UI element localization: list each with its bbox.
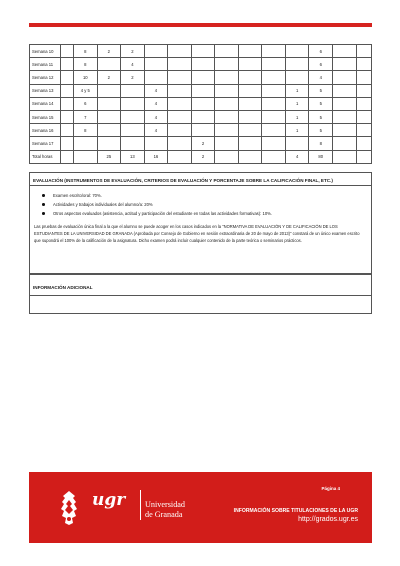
schedule-cell: [191, 124, 215, 137]
schedule-cell: [238, 58, 262, 71]
schedule-cell: 5: [309, 110, 333, 123]
schedule-cell: 1: [285, 110, 309, 123]
page-number: Página 4: [321, 486, 340, 491]
schedule-cell: [333, 124, 357, 137]
titulaciones-info: INFORMACIÓN SOBRE TITULACIONES DE LA UGR: [233, 508, 358, 514]
university-name-line: de Granada: [145, 510, 183, 519]
schedule-cell: 5: [309, 84, 333, 97]
schedule-cell: [60, 84, 73, 97]
top-red-bar: [29, 23, 372, 27]
schedule-cell: 2: [97, 45, 121, 58]
schedule-cell: [238, 84, 262, 97]
schedule-cell: [238, 97, 262, 110]
schedule-cell: [144, 71, 168, 84]
schedule-cell: [356, 150, 371, 163]
schedule-cell: [121, 137, 145, 150]
schedule-row: [30, 71, 372, 84]
schedule-cell: [238, 45, 262, 58]
schedule-cell: [60, 150, 73, 163]
schedule-cell: 4: [309, 71, 333, 84]
schedule-cell: [168, 150, 192, 163]
week-label: Semana 14: [30, 97, 61, 110]
schedule-cell: 13: [121, 150, 145, 163]
schedule-cell: 1: [285, 124, 309, 137]
schedule-cell: 6: [74, 97, 98, 110]
schedule-cell: 2: [121, 71, 145, 84]
schedule-cell: [60, 137, 73, 150]
schedule-cell: [215, 137, 239, 150]
schedule-cell: [168, 137, 192, 150]
evaluation-divider: [30, 185, 371, 186]
schedule-cell: 4: [144, 84, 168, 97]
schedule-cell: [215, 110, 239, 123]
schedule-cell: [262, 150, 286, 163]
schedule-cell: [60, 58, 73, 71]
schedule-cell: [144, 137, 168, 150]
schedule-cell: [285, 71, 309, 84]
schedule-cell: [60, 71, 73, 84]
schedule-cell: 25: [97, 150, 121, 163]
schedule-cell: 6: [309, 58, 333, 71]
schedule-cell: [191, 45, 215, 58]
ugr-logo-text: ugr: [92, 490, 126, 510]
schedule-cell: [97, 58, 121, 71]
schedule-cell: 80: [309, 150, 333, 163]
schedule-cell: [168, 97, 192, 110]
schedule-cell: 4: [144, 110, 168, 123]
evaluation-item: Actividades y trabajos individuales del alumno/a: 20%: [42, 201, 272, 210]
schedule-row: [30, 137, 372, 150]
additional-info-divider: [30, 295, 371, 296]
schedule-cell: [168, 58, 192, 71]
schedule-cell: [97, 110, 121, 123]
schedule-row: [30, 97, 372, 110]
schedule-row: [30, 110, 372, 123]
schedule-cell: 4: [121, 58, 145, 71]
schedule-cell: 8: [309, 137, 333, 150]
schedule-cell: 4 y 5: [74, 84, 98, 97]
schedule-cell: [60, 97, 73, 110]
schedule-cell: [356, 71, 371, 84]
schedule-row: [30, 150, 372, 163]
schedule-cell: [74, 137, 98, 150]
schedule-cell: 7: [74, 110, 98, 123]
schedule-row: [30, 84, 372, 97]
additional-info-section: [29, 274, 372, 314]
schedule-cell: 1: [285, 84, 309, 97]
schedule-cell: [215, 97, 239, 110]
schedule-cell: [144, 58, 168, 71]
schedule-cell: [333, 137, 357, 150]
week-label: Total horas: [30, 150, 61, 163]
schedule-cell: 4: [144, 97, 168, 110]
schedule-cell: [333, 58, 357, 71]
schedule-cell: [60, 45, 73, 58]
schedule-cell: [121, 84, 145, 97]
schedule-cell: [333, 150, 357, 163]
schedule-cell: [60, 124, 73, 137]
evaluation-section: [29, 172, 372, 274]
schedule-cell: [238, 124, 262, 137]
schedule-cell: [168, 45, 192, 58]
week-label: Semana 12: [30, 71, 61, 84]
schedule-cell: [333, 71, 357, 84]
schedule-cell: [74, 150, 98, 163]
schedule-cell: [333, 84, 357, 97]
schedule-row: [30, 58, 372, 71]
schedule-cell: [215, 150, 239, 163]
schedule-cell: 5: [309, 124, 333, 137]
logo-divider: [140, 490, 141, 520]
schedule-cell: 2: [97, 71, 121, 84]
schedule-cell: [121, 124, 145, 137]
schedule-cell: [215, 58, 239, 71]
schedule-cell: [356, 137, 371, 150]
university-seal-icon: [49, 488, 89, 528]
schedule-cell: 8: [74, 45, 98, 58]
evaluation-title: EVALUACIÓN (INSTRUMENTOS DE EVALUACIÓN, CRITERIOS DE EVALUACIÓN Y PORCENTAJE SOBRE LA CALIFICACIÓN FINAL, ETC.): [33, 178, 333, 183]
schedule-cell: [285, 45, 309, 58]
schedule-cell: [168, 84, 192, 97]
page-footer: [29, 472, 372, 543]
schedule-cell: [121, 110, 145, 123]
schedule-cell: [356, 124, 371, 137]
schedule-cell: 8: [74, 58, 98, 71]
schedule-cell: 1: [285, 97, 309, 110]
week-label: Semana 13: [30, 84, 61, 97]
week-label: Semana 15: [30, 110, 61, 123]
schedule-cell: [191, 97, 215, 110]
schedule-cell: 5: [309, 97, 333, 110]
schedule-cell: [356, 97, 371, 110]
week-label: Semana 16: [30, 124, 61, 137]
schedule-cell: 2: [191, 150, 215, 163]
schedule-cell: [168, 71, 192, 84]
schedule-cell: [168, 110, 192, 123]
schedule-cell: [238, 150, 262, 163]
schedule-cell: [333, 97, 357, 110]
evaluation-item: Examen escrito/oral: 70%.: [42, 192, 272, 201]
schedule-cell: [356, 110, 371, 123]
evaluation-item: Otros aspectos evaluados (asistencia, actitud y participación del estudiante en todas las actividades formativas): 10%.: [42, 210, 272, 219]
additional-info-title: INFORMACIÓN ADICIONAL: [33, 285, 93, 290]
schedule-cell: 10: [74, 71, 98, 84]
schedule-cell: [60, 110, 73, 123]
evaluation-paragraph: Las pruebas de evaluación única final a la que el alumno se puede acoger en los casos indicados en la "NORMATIVA DE EVALUACIÓN Y DE CALIFICACIÓN DE LOS ESTUDIANTES DE LA UNIVERSIDAD DE GRANADA (Aprobada por Consejo de Gobierno en sesión extraordinaria de 20 de mayo de 2013)" constará de un único examen escrito que supondrá el 100% de la calificación de la asignatura. Dicho examen podrá incluir cualquier contenido de la parte teórica o seminarios prácticos.: [34, 224, 360, 243]
schedule-cell: [121, 97, 145, 110]
schedule-cell: [191, 84, 215, 97]
schedule-cell: [97, 137, 121, 150]
schedule-cell: [238, 71, 262, 84]
schedule-cell: [262, 97, 286, 110]
schedule-cell: [285, 137, 309, 150]
schedule-cell: [215, 124, 239, 137]
schedule-cell: 16: [144, 150, 168, 163]
schedule-table: [29, 44, 372, 164]
schedule-cell: [356, 45, 371, 58]
schedule-cell: [97, 97, 121, 110]
schedule-cell: 6: [309, 45, 333, 58]
week-label: Semana 10: [30, 45, 61, 58]
schedule-cell: 4: [285, 150, 309, 163]
schedule-cell: [97, 84, 121, 97]
university-name: [145, 500, 185, 520]
schedule-cell: [356, 58, 371, 71]
schedule-row: [30, 45, 372, 58]
schedule-cell: [168, 124, 192, 137]
schedule-cell: [215, 71, 239, 84]
schedule-cell: [191, 71, 215, 84]
schedule-cell: [238, 137, 262, 150]
schedule-cell: [191, 58, 215, 71]
schedule-cell: [356, 84, 371, 97]
schedule-cell: [97, 124, 121, 137]
university-name-line: Universidad: [145, 500, 186, 509]
grados-link[interactable]: http://grados.ugr.es: [298, 516, 358, 523]
schedule-cell: 2: [191, 137, 215, 150]
schedule-cell: [333, 45, 357, 58]
schedule-cell: [333, 110, 357, 123]
schedule-cell: [262, 84, 286, 97]
evaluation-list: [42, 192, 272, 219]
schedule-cell: [238, 110, 262, 123]
schedule-cell: 2: [121, 45, 145, 58]
schedule-cell: [191, 110, 215, 123]
week-label: Semana 17: [30, 137, 61, 150]
schedule-cell: [262, 124, 286, 137]
schedule-cell: [285, 58, 309, 71]
schedule-cell: [262, 58, 286, 71]
schedule-cell: [262, 137, 286, 150]
schedule-cell: 4: [144, 124, 168, 137]
schedule-cell: [144, 45, 168, 58]
schedule-cell: [262, 71, 286, 84]
week-label: Semana 11: [30, 58, 61, 71]
schedule-cell: 8: [74, 124, 98, 137]
schedule-cell: [262, 45, 286, 58]
schedule-row: [30, 124, 372, 137]
schedule-cell: [262, 110, 286, 123]
schedule-cell: [215, 45, 239, 58]
schedule-cell: [215, 84, 239, 97]
